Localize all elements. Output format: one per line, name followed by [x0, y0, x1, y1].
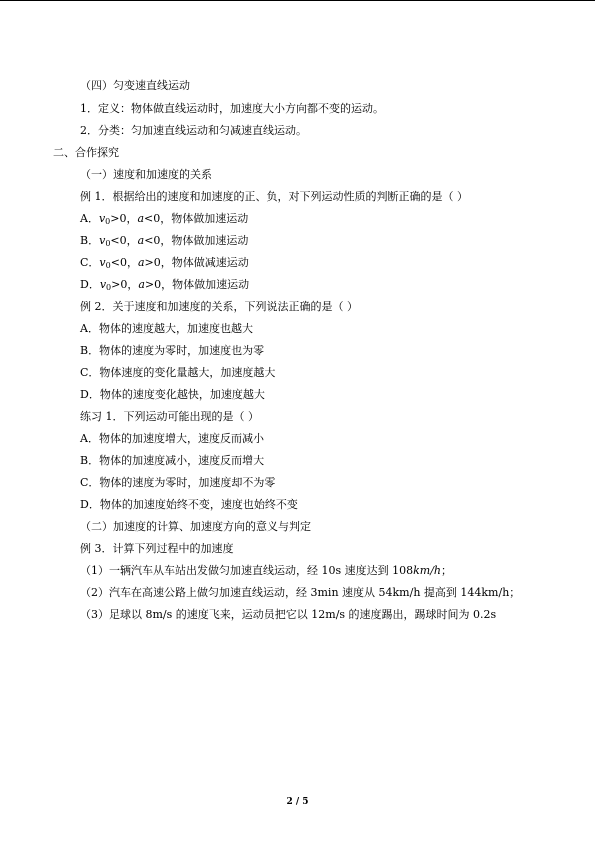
- example2-option-d: D．物体的速度变化越快，加速度越大: [80, 388, 265, 401]
- example2-stem: 例 2．关于速度和加速度的关系，下列说法正确的是（ ）: [80, 300, 358, 313]
- velocity-symbol: v: [99, 256, 106, 269]
- question-text: （1）一辆汽车从车站出发做匀加速直线运动，经 10s 速度达到 108: [80, 564, 414, 577]
- example3-question-2: （2）汽车在高速公路上做匀加速直线运动，经 3min 速度从 54km/h 提高到 144km/h；: [80, 586, 521, 599]
- part-heading: 二、合作探究: [53, 146, 119, 159]
- example1-option-c: [80, 256, 249, 270]
- practice1-option-a: A．物体的加速度增大，速度反而减小: [80, 432, 264, 445]
- relation: <0，: [110, 256, 138, 269]
- option-letter: B．: [80, 234, 100, 247]
- example3-stem: 例 3．计算下列过程中的加速度: [80, 542, 234, 555]
- acceleration-symbol: a: [137, 212, 145, 225]
- punctuation: ；: [441, 564, 453, 577]
- subsection-heading-2: （二）加速度的计算、加速度方向的意义与判定: [80, 520, 311, 533]
- example1-option-b: [80, 234, 248, 248]
- relation: >0，: [111, 278, 139, 291]
- option-letter: A．: [80, 212, 99, 225]
- example3-question-1: [80, 564, 452, 578]
- subsection-heading: （一）速度和加速度的关系: [80, 168, 212, 181]
- subscript: 0: [105, 239, 111, 248]
- option-text: <0，物体做加速运动: [144, 234, 249, 247]
- subscript: 0: [106, 283, 112, 292]
- velocity-symbol: v: [99, 278, 107, 291]
- practice1-stem: 练习 1．下列运动可能出现的是（ ）: [80, 410, 259, 423]
- practice1-option-d: D．物体的加速度始终不变，速度也始终不变: [80, 498, 298, 511]
- option-text: >0，物体做减速运动: [144, 256, 249, 269]
- acceleration-symbol: a: [137, 234, 145, 247]
- option-text: <0，物体做加速运动: [144, 212, 249, 225]
- example1-stem: 例 1．根据给出的速度和加速度的正、负，对下列运动性质的判断正确的是（ ）: [80, 190, 468, 203]
- example2-option-b: B．物体的速度为零时，加速度也为零: [80, 344, 265, 357]
- acceleration-symbol: a: [137, 256, 145, 269]
- acceleration-symbol: a: [138, 278, 145, 291]
- definition-line: 1．定义：物体做直线运动时，加速度大小方向都不变的运动。: [80, 102, 384, 115]
- velocity-symbol: v: [99, 234, 106, 247]
- subscript: 0: [105, 261, 111, 270]
- option-text: >0，物体做加速运动: [144, 278, 250, 291]
- velocity-symbol: v: [98, 212, 106, 225]
- page-number: 2 / 5: [286, 797, 309, 807]
- option-letter: D．: [80, 278, 100, 291]
- option-letter: C．: [80, 256, 100, 269]
- practice1-option-c: C．物体的速度为零时，加速度却不为零: [80, 476, 276, 489]
- subscript: 0: [105, 217, 111, 226]
- practice1-option-b: B．物体的加速度减小，速度反而增大: [80, 454, 265, 467]
- page-top-border: [0, 0, 595, 1]
- unit: km/h: [413, 564, 442, 577]
- classification-line: 2．分类：匀加速直线运动和匀减速直线运动。: [80, 124, 307, 137]
- example1-option-d: [80, 278, 249, 292]
- example2-option-a: A．物体的速度越大，加速度也越大: [80, 322, 253, 335]
- example2-option-c: C．物体速度的变化量越大，加速度越大: [80, 366, 276, 379]
- relation: >0，: [110, 212, 138, 225]
- example1-option-a: [80, 212, 248, 226]
- example3-question-3: （3）足球以 8m/s 的速度飞来，运动员把它以 12m/s 的速度踢出，踢球时间为 0.2s: [80, 608, 497, 621]
- section-heading: （四）匀变速直线运动: [80, 79, 190, 92]
- relation: <0，: [110, 234, 138, 247]
